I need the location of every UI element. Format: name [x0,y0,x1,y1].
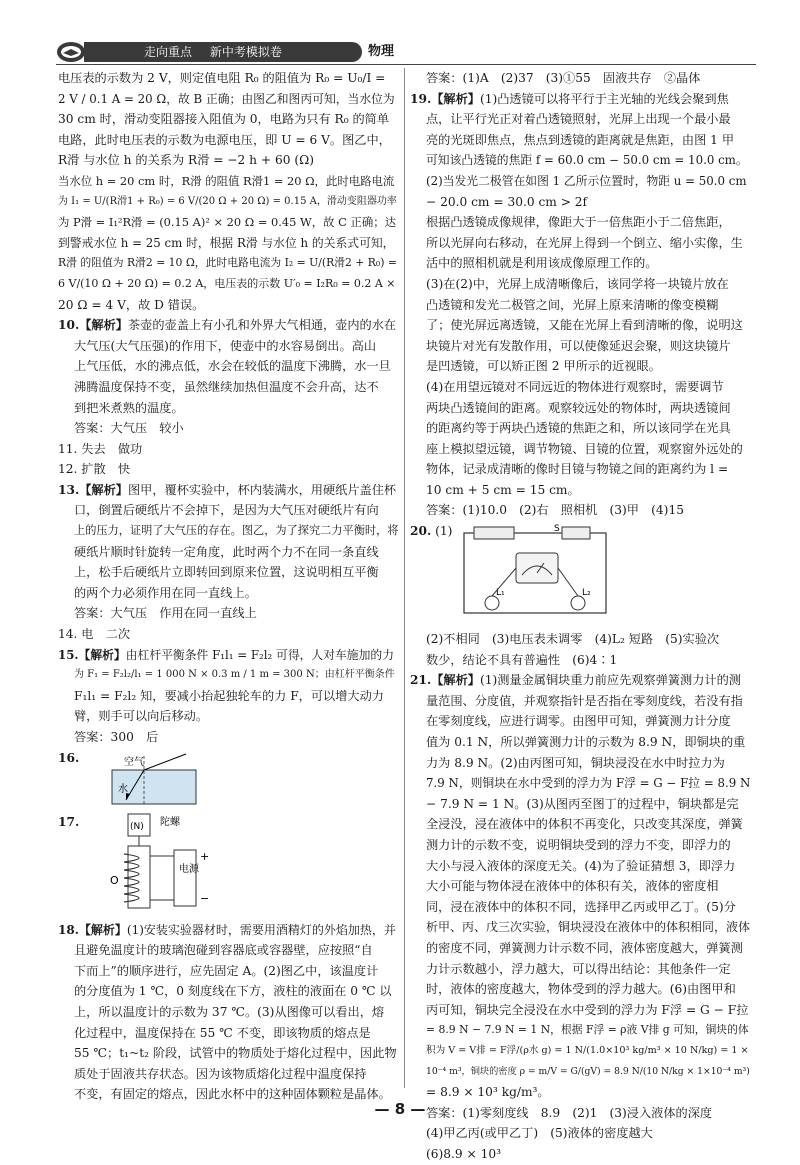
question-number: 10. [58,318,80,333]
answer-line: 答案：(1)10.0 (2)右 照相机 (3)甲 (4)15 [426,503,684,518]
text-line: 当水位 h = 20 cm 时，R滑 的阻值 R滑1 = 20 Ω，此时电路电流 [58,173,395,188]
text-line: 上，松手后硬纸片立即转回到原来位置，这说明相互平衡 [74,565,379,580]
text-line: 为 I₁ = U/(R滑1 + R₀) = 6 V/(20 Ω + 20 Ω) = 0.15 A，滑动变阻器功率 [58,195,397,207]
text-line: 电压表的示数为 2 V，则定值电阻 R₀ 的阻值为 R₀ = U₀/I = [58,71,386,85]
text-line: 的两个力必须作用在同一直线上。 [74,585,257,600]
analysis-tag: 【解析】 [79,318,128,333]
answer-line: 答案：大气压 作用在同一直线上 [74,606,257,621]
text-line: − 20.0 cm = 30.0 cm > 2f [426,194,588,209]
header-subject: 物理 [368,44,395,59]
question-18 [58,920,398,1105]
question-11: 11. 失去 做功 [58,441,143,456]
question-10 [58,315,398,439]
top-label: 陀螺 [160,816,180,828]
sub-number: (1) [435,524,453,539]
text-line: 可知该凸透镜的焦距 f = 60.0 cm − 50.0 cm = 10.0 cm。 [426,153,748,168]
text-line: 析甲、丙、戊三次实验，铜块浸没在液体中的体积相同，液体 [426,920,751,935]
text-line: 7.9 N，则铜块在水中受到的浮力为 F浮 = G − F拉 = 8.9 N [426,776,751,791]
text-line: 物体，记录成清晰的像时目镜与物镜之间的距离约为 l = [426,462,729,477]
text-line: 时，液体的密度越大，物体受到的浮力越大。(6)由图甲和 [426,982,736,997]
text-line: 了；使光屏远离透镜，又能在光屏上看到清晰的像，说明这 [426,318,743,333]
text-line: 测力计的示数不变，说明铜块受到的浮力不变，即浮力的 [426,838,731,852]
analysis-tag: 【解析】 [78,922,127,937]
answer-line: (2)不相同 (3)电压表未调零 (4)L₂ 短路 (5)实验次 [426,632,720,647]
text-line: (4)在用望远镜对不同远近的物体进行观察时，需要调节 [426,379,724,394]
question-number: 21. [410,673,432,688]
text-line: 值为 0.1 N，所以弹簧测力计的示数为 8.9 N，即铜块的重 [426,735,746,750]
text-line: (1)安装实验器材时，需要用酒精灯的外焰加热，并 [126,922,396,937]
page-number: — 8 — [374,1100,426,1118]
text-line: 大小与浸入液体的深度无关。(4)为了验证猜想 3，即浮力 [426,858,736,873]
header-band [84,42,362,62]
column-divider [404,68,405,1088]
analysis-tag: 【解析】 [78,647,126,662]
text-line: 全浸没，浸在液体中的体积不再变化，只改变其深度，弹簧 [426,817,743,832]
question-number: 19. [410,91,432,106]
text-line: 的分度值为 1 ℃，0 刻度线在下方，液柱的液面在 0 ℃ 以 [74,984,392,999]
left-column [58,68,398,1105]
text-line: (3)在(2)中，光屏上成清晰像后，该同学将一块镜片放在 [426,276,729,291]
l1-label: L₁ [496,588,505,599]
analysis-tag: 【解析】 [431,673,480,688]
text-line: 质处于固液共存状态。因为该物质熔化过程中温度保持 [74,1066,367,1081]
text-line: R滑 的阻值为 R滑2 = 10 Ω，此时电路电流为 I₂ = U/(R滑2 + R₀) = [58,256,397,270]
text-line: 上的压力，证明了大气压的存在。图乙，为了探究二力平衡时，将 [74,524,399,538]
answer-line: 答案：(1)零刻度线 8.9 (2)1 (3)浸入液体的深度 [426,1105,713,1120]
air-label: 空气 [124,756,144,768]
answer-line: (4)甲乙丙(或甲乙丁) (5)液体的密度越大 [426,1126,653,1141]
analysis-tag: 【解析】 [431,91,480,106]
question-15 [58,645,398,748]
refraction-diagram [104,748,224,810]
answer-line: 答案：(1)A (2)37 (3)①55 固液共存 ②晶体 [426,71,701,85]
text-line: 量范围、分度值，并观察指针是否指在零刻度线，若没有指 [426,693,743,708]
text-line: 55 ℃；t₁~t₂ 阶段，试管中的物质处于熔化过程中，因此物 [74,1046,397,1061]
water-label: 水 [118,783,128,795]
text-line: 座上模拟望远镜，调节物镜、目镜的位置，观察窗外远处的 [426,441,743,456]
text-line: 的距离约等于两块凸透镜的焦距之和，所以该同学在光具 [426,421,731,436]
text-line: 臂，则手可以向后移动。 [74,709,209,724]
text-line: 到把米煮熟的温度。 [74,400,184,415]
text-line: 由杠杆平衡条件 F₁l₁ = F₂l₂ 可得，人对车施加的力 [125,647,394,662]
text-line: 10 cm + 5 cm = 15 cm。 [426,482,580,497]
answer-line: 答案：大气压 较小 [74,421,184,436]
text-line: 为 P滑 = I₁²R滑 = (0.15 A)² × 20 Ω = 0.45 W，故 C 正确；达 [58,215,397,230]
text-line: 同，浸在液体中的体积不同，选择甲乙丙或甲乙丁。(5)分 [426,899,736,914]
question-13 [58,480,398,624]
text-line: − 7.9 N = 1 N。(3)从图丙至图丁的过程中，铜块都是完 [426,796,739,811]
switch-label: S [554,524,560,535]
text-line: 力为 8.9 N。(2)由丙图可知，铜块浸没在水中时拉力为 [426,755,725,770]
text-line: 硬纸片顺时针旋转一定角度，此时两个力不在同一条直线 [74,544,379,559]
question-number: 13. [58,482,80,497]
text-line: 2 V / 0.1 A = 20 Ω，故 B 正确；由图乙和图丙可知，当水位为 [58,91,395,106]
header-title: 新中考模拟卷 [209,45,282,59]
text-line: 积为 V = V排 = F浮/(ρ水 g) = 1 N/(1.0×10³ kg/m³ × 10 N/kg) = 1 × [426,1044,749,1056]
text-line: 点，让平行光正对着凸透镜照射，光屏上出现一个最小最 [426,112,731,127]
text-line: 在零刻度线，应进行调零。由图甲可知，弹簧测力计分度 [426,714,731,729]
text-line: R滑 与水位 h 的关系为 R滑 = −2 h + 60 (Ω) [58,153,314,168]
text-line: (2)当发光二极管在如图 1 乙所示位置时，物距 u = 50.0 cm [426,173,747,188]
text-line: 的密度不同，弹簧测力计示数不同，液体密度越大，弹簧测 [426,940,743,955]
text-line: 是凹透镜，可以矫正图 2 甲所示的近视眼。 [426,359,661,374]
text-line: 图甲，覆杯实验中，杯内装满水，用硬纸片盖住杯 [127,482,397,497]
text-line: 大小可能与物体浸在液体中的体积有关，液体的密度相 [426,879,719,894]
text-line: 大气压(大气压强)的作用下，使壶中的水容易倒出。高山 [74,338,377,353]
text-line: 块镜片对光有发散作用，可以使像延迟会聚，则这块镜片 [426,338,731,353]
question-14: 14. 电 二次 [58,627,131,642]
text-line: 口，倒置后硬纸片不会掉下，是因为大气压对硬纸片有向 [74,503,379,518]
answer-line: 数少，结论不具有普遍性 (6)4∶1 [426,652,618,667]
text-line: 化过程中，温度保持在 55 ℃ 不变，即该物质的熔点是 [74,1025,371,1040]
question-number: 20. [410,524,432,539]
question-16 [58,748,398,812]
n-pole-label: (N) [130,821,144,832]
question-17 [58,812,398,920]
electromagnet-diagram [88,812,258,918]
text-line: 力计示数越小，浮力越大，可以得出结论：其他条件一定 [426,961,731,976]
text-line: 沸腾温度保持不变，虽然继续加热但温度不会升高，达不 [74,379,379,394]
text-line: 且避免温度计的玻璃泡碰到容器底或容器壁，应按照“自 [74,943,373,958]
right-column [410,68,750,1165]
question-number: 16. [58,750,80,765]
header-rule [56,64,756,65]
text-line: 凸透镜和发光二极管之间，光屏上原来清晰的像变模糊 [426,297,719,312]
question-number: 17. [58,814,80,829]
text-line: 30 cm 时，滑动变阻器接入阻值为 0，电路为只有 R₀ 的简单 [58,112,390,127]
question-number: 15. [58,647,79,662]
text-line: 6 V/(10 Ω + 20 Ω) = 0.2 A，电压表的示数 U′₀ = I₂R₀ = 0.2 A × [58,276,396,290]
text-line: 上，所以温度计的示数为 37 ℃。(3)从图像可以看出，熔 [74,1004,385,1019]
question-12: 12. 扩散 快 [58,462,131,477]
text-line: 上气压低，水的沸点低，水会在较低的温度下沸腾，水一旦 [74,359,391,374]
text-line: F₁l₁ = F₂l₂ 知，要减小抬起独轮车的力 F，可以增大动力 [74,688,384,703]
answer-line: 答案：300 后 [74,730,159,744]
source-label: 电源 [179,863,199,875]
svg-text:+: + [200,849,210,863]
text-line: 所以光屏向右移动，在光屏上得到一个倒立、缩小实像，生 [426,235,743,250]
question-number: 18. [58,922,79,937]
text-line: 电路，此时电压表的示数为电源电压，即 U = 6 V。图乙中， [58,132,391,147]
text-line: 两块凸透镜间的距离。观察较远处的物体时，两块透镜间 [426,400,731,415]
text-line: (1)凸透镜可以将平行于主光轴的光线会聚到焦 [479,91,729,106]
question-21 [410,670,750,1164]
book-logo-icon [56,40,86,64]
q9-continuation [58,68,398,315]
l2-label: L₂ [582,588,591,599]
question-19 [410,89,750,521]
text-line: 下而上”的顺序进行，应先固定 A。(2)图乙中，该温度计 [74,963,379,978]
text-line: 活中的照相机就是利用该成像原理工作的。 [426,256,658,271]
question-20 [410,521,750,629]
text-line: 不变，有固定的熔点，因此水杯中的这种固体颗粒是晶体。 [74,1087,391,1102]
text-line: 10⁻⁴ m³，铜块的密度 ρ = m/V = G/(gV) = 8.9 N/(10 N/kg × 1×10⁻⁴ m³) [426,1065,750,1077]
text-line: = 8.9 × 10³ kg/m³。 [426,1085,550,1100]
text-line: 丙可知，铜块完全浸没在水中受到的浮力为 F浮 = G − F拉 [426,1002,749,1017]
circuit-diagram [450,523,620,627]
svg-text:−: − [200,891,210,905]
text-line: 20 Ω = 4 V，故 D 错误。 [58,297,205,312]
text-line: = 8.9 N − 7.9 N = 1 N，根据 F浮 = ρ液 V排 g 可知，铜块的体 [426,1023,749,1037]
text-line: 到警戒水位 h = 25 cm 时，根据 R滑 与水位 h 的关系式可知， [58,235,395,250]
text-line: 茶壶的壶盖上有小孔和外界大气相通，壶内的水在 [127,318,397,333]
header-series: 走向重点 [144,45,193,59]
text-line: (1)测量金属铜块重力前应先观察弹簧测力计的测 [479,673,741,688]
page-header [56,40,756,64]
o-label: O [110,873,119,887]
text-line: 根据凸透镜成像规律，像距大于一倍焦距小于二倍焦距， [426,215,731,230]
analysis-tag: 【解析】 [79,482,128,497]
text-line: 为 F₁ = F₂l₂/l₁ = 1 000 N × 0.3 m / 1 m = 300 N；由杠杆平衡条件 [74,669,395,681]
text-line: 亮的光斑即焦点，焦点到透镜的距离就是焦距，由图 1 甲 [426,132,735,147]
answer-line: (6)8.9 × 10³ [426,1146,501,1161]
